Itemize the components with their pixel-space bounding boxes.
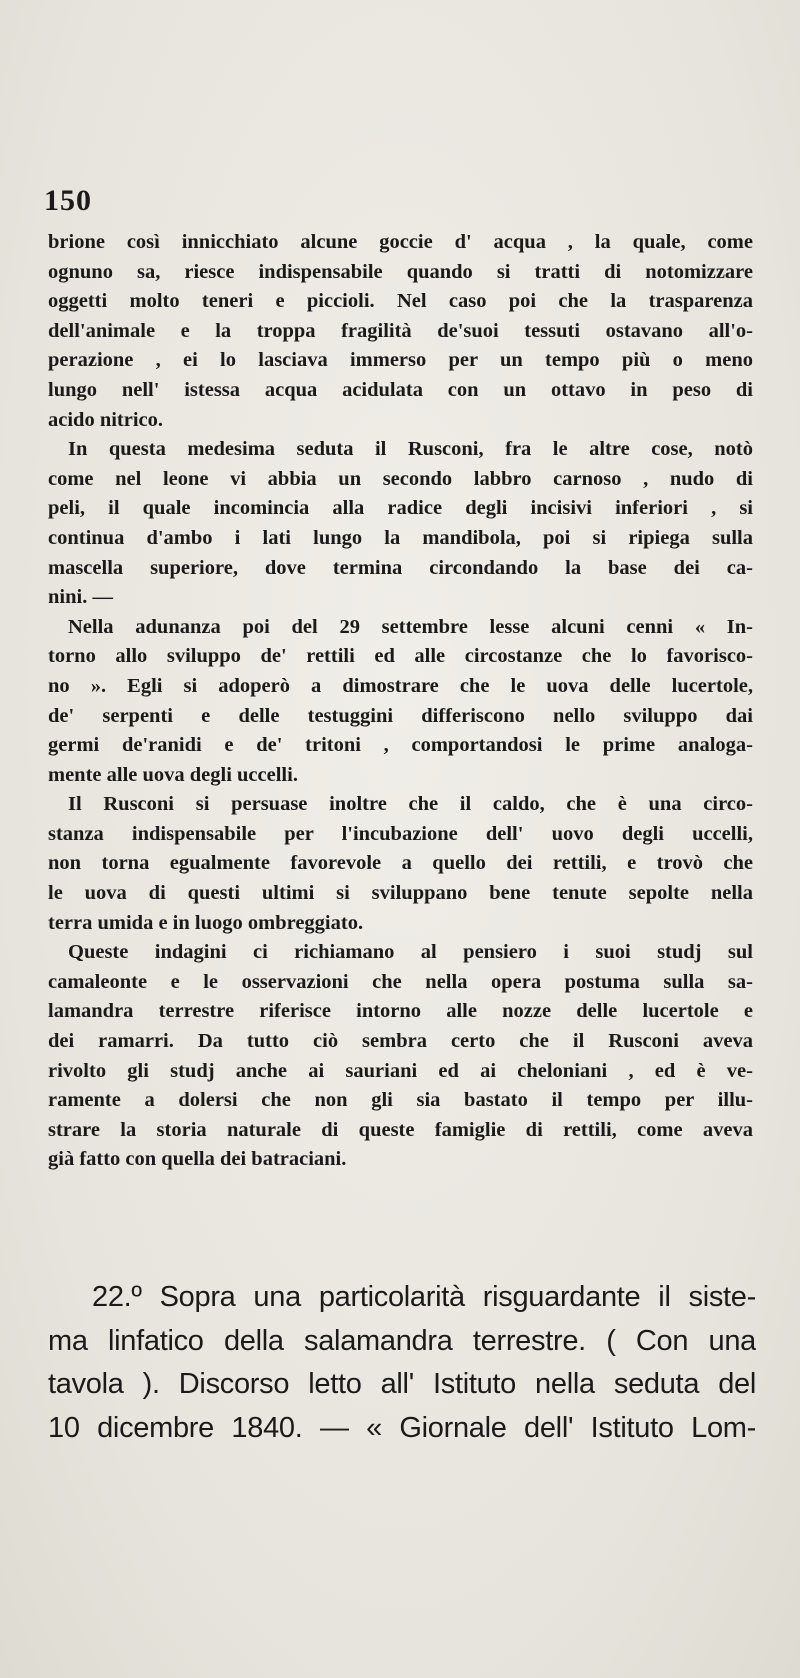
entry-line: 10 dicembre 1840. — « Giornale dell' Istituto Lom-: [48, 1411, 756, 1444]
publication-entry: [48, 1276, 756, 1450]
text-line: brione così innicchiato alcune goccie d' acqua , la quale, come: [48, 231, 753, 253]
text-line: perazione , ei lo lasciava immerso per un tempo più o meno: [48, 349, 753, 372]
text-line: lamandra terrestre riferisce intorno alle nozze delle lucertole e: [48, 1000, 753, 1023]
paragraph-4: [48, 790, 753, 938]
text-line: lungo nell' istessa acqua acidulata con un ottavo in peso di: [48, 378, 753, 401]
text-line: stanza indispensabile per l'incubazione dell' uovo degli uccelli,: [48, 822, 753, 845]
page-number: 150: [44, 184, 92, 217]
text-line: no ». Egli si adoperò a dimostrare che le uova delle lucertole,: [48, 674, 753, 697]
text-line: peli, il quale incomincia alla radice degli incisivi inferiori , si: [48, 497, 753, 520]
text-line: de' serpenti e delle testuggini differiscono nello sviluppo dai: [48, 704, 753, 727]
text-line: mascella superiore, dove termina circondando la base dei ca-: [48, 556, 753, 579]
text-line: terra umida e in luogo ombreggiato.: [48, 911, 364, 934]
text-line: dei ramarri. Da tutto ciò sembra certo che il Rusconi aveva: [48, 1030, 753, 1053]
text-line: Nella adunanza poi del 29 settembre lesse alcuni cenni « In-: [68, 615, 753, 638]
text-line: le uova di questi ultimi si sviluppano bene tenute sepolte nella: [48, 882, 753, 905]
text-line: acido nitrico.: [48, 408, 164, 431]
text-line: come nel leone vi abbia un secondo labbro carnoso , nudo di: [48, 467, 753, 490]
text-line: rivolto gli studj anche ai sauriani ed ai cheloniani , ed è ve-: [48, 1059, 753, 1082]
entry-line: 22.º Sopra una particolarità risguardante il siste-: [92, 1281, 756, 1313]
text-line: oggetti molto teneri e piccioli. Nel caso poi che la trasparenza: [48, 290, 753, 313]
text-line: Il Rusconi si persuase inoltre che il caldo, che è una circo-: [68, 793, 753, 816]
text-line: torno allo sviluppo de' rettili ed alle circostanze che lo favorisco-: [48, 645, 753, 668]
body-text: [48, 228, 753, 1175]
text-line: continua d'ambo i lati lungo la mandibola, poi si ripiega sulla: [48, 526, 753, 549]
text-line: mente alle uova degli uccelli.: [48, 763, 298, 786]
paragraph-5: [48, 938, 753, 1175]
text-line: camaleonte e le osservazioni che nella opera postuma sulla sa-: [48, 970, 753, 993]
text-line: nini. —: [48, 586, 113, 609]
text-line: non torna egualmente favorevole a quello dei rettili, e trovò che: [48, 852, 753, 875]
text-line: già fatto con quella dei batraciani.: [48, 1148, 347, 1171]
text-line: germi de'ranidi e de' tritoni , comportandosi le prime analoga-: [48, 734, 753, 757]
text-line: In questa medesima seduta il Rusconi, fra le altre cose, notò: [68, 438, 753, 461]
text-line: ognuno sa, riesce indispensabile quando si tratti di notomizzare: [48, 260, 753, 283]
text-line: ramente a dolersi che non gli sia bastato il tempo per illu-: [48, 1089, 753, 1112]
text-line: strare la storia naturale di queste famiglie di rettili, come aveva: [48, 1118, 753, 1141]
text-line: Queste indagini ci richiamano al pensiero i suoi studj sul: [68, 941, 753, 964]
paragraph-2: [48, 435, 753, 613]
text-line: dell'animale e la troppa fragilità de'suoi tessuti ostavano all'o-: [48, 319, 753, 342]
paragraph-3: [48, 613, 753, 791]
entry-line: tavola ). Discorso letto all' Istituto nella seduta del: [48, 1368, 756, 1400]
entry-line: ma linfatico della salamandra terrestre. ( Con una: [48, 1324, 756, 1357]
paragraph-1: [48, 228, 753, 435]
